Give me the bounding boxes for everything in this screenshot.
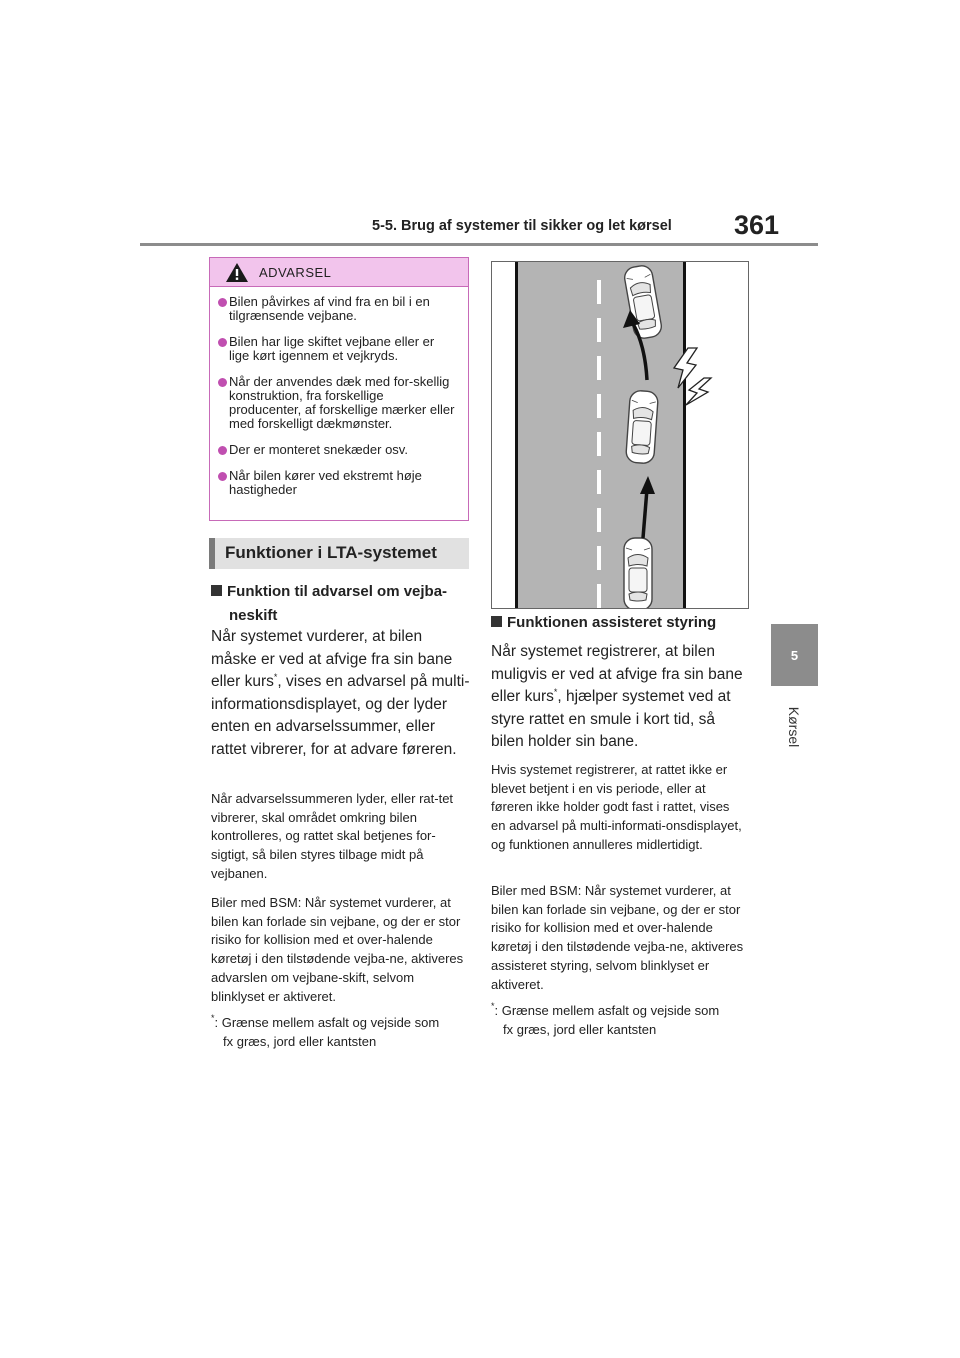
bullet-icon: [218, 472, 227, 481]
lane-departure-intro: Når systemet vurderer, at bilen måske er ved at afvige fra sin bane eller kurs*, vises en advarsel på multi-informationsdisplayet, og der lyder enten en advarselssummer, eller rattet vibrerer, for at advare føreren.: [211, 628, 470, 758]
chapter-number: 5: [790, 647, 799, 663]
warning-item: Når der anvendes dæk med for-skellig konstruktion, fra forskellige producenter, af forskellige mærker eller med forskelligt dækmønster.: [218, 375, 458, 431]
footnote-left: *: Grænse mellem asfalt og vejside som fx græs, jord eller kantsten: [211, 1013, 440, 1049]
warning-list: [210, 287, 468, 497]
section-title: 5-5. Brug af systemer til sikker og let kørsel: [372, 218, 672, 234]
steering-assist-para-1: Hvis systemet registrerer, at rattet ikke er blevet betjent i en vis periode, eller at føreren ikke holder godt fast i rattet, vises en advarsel på multi-informati-onsdisplayet, og funktionen annulleres midlertidigt.: [491, 762, 742, 852]
footnote-right: *: Grænse mellem asfalt og vejside som fx græs, jord eller kantsten: [491, 1001, 720, 1037]
subheading-lane-departure: Funktion til advarsel om vejba- neskift: [211, 580, 471, 628]
square-bullet-icon: [211, 585, 222, 596]
square-bullet-icon: [491, 616, 502, 627]
warning-header: [210, 258, 468, 287]
warning-triangle-icon: [225, 262, 249, 283]
car-behind: [624, 538, 652, 608]
subheading-steering-assist: Funktionen assisteret styring: [491, 611, 751, 635]
warning-item: Når bilen kører ved ekstremt høje hastigheder: [218, 469, 458, 497]
section-heading-text: Funktioner i LTA-systemet: [225, 543, 437, 562]
road-edge-right: [683, 262, 686, 608]
lane-dashes: [597, 280, 601, 608]
lane-departure-para-1: Når advarselssummeren lyder, eller rat-tet vibrerer, skal området omkring bilen kontrolleres, og rattet skal betjenes for-sigtigt, så bilen styres tilbage midt på vejbanen.: [211, 791, 454, 881]
road-edge-left: [515, 262, 518, 608]
chapter-title: Kørsel: [786, 706, 802, 748]
bullet-icon: [218, 446, 227, 455]
steering-assist-para-2: Biler med BSM: Når systemet vurderer, at bilen kan forlade sin vejbane, og der er stor risiko for kollision med et over-halende køretøj i den tilstødende vejba-ne, aktiveres assisteret styring, selvom blinklyset er aktiveret.: [491, 883, 744, 992]
bullet-icon: [218, 338, 227, 347]
steering-assist-intro: Når systemet registrerer, at bilen muligvis er ved at afvige fra sin bane eller kurs*, hjælper systemet ved at styre rattet en smule i kort tid, så bilen holder sin bane.: [491, 643, 743, 751]
warning-item: Der er monteret snekæder osv.: [218, 443, 458, 457]
vibration-bolt-icon: [686, 378, 711, 405]
page-number: 361: [734, 210, 780, 240]
bullet-icon: [218, 298, 227, 307]
lane-illustration: [491, 261, 749, 609]
lane-departure-para-2: Biler med BSM: Når systemet vurderer, at bilen kan forlade sin vejbane, og der er stor risiko for kollision med et over-halende køretøj i den tilstødende vejba-ne, aktiveres advarslen om vejbane-skift, selvom blinklyset er aktiveret.: [211, 895, 464, 1004]
warning-item: Bilen påvirkes af vind fra en bil i en tilgrænsende vejbane.: [218, 295, 458, 323]
warning-item: Bilen har lige skiftet vejbane eller er lige kørt igennem et vejkryds.: [218, 335, 458, 363]
car-drifting: [626, 390, 659, 464]
warning-box: [209, 257, 469, 521]
chapter-tab[interactable]: [771, 624, 818, 686]
warning-title: ADVARSEL: [259, 265, 332, 280]
road-diagram: [492, 262, 748, 608]
bullet-icon: [218, 378, 227, 387]
section-heading: [209, 538, 469, 569]
chapter-label: [774, 697, 814, 757]
header-divider: [140, 243, 818, 246]
